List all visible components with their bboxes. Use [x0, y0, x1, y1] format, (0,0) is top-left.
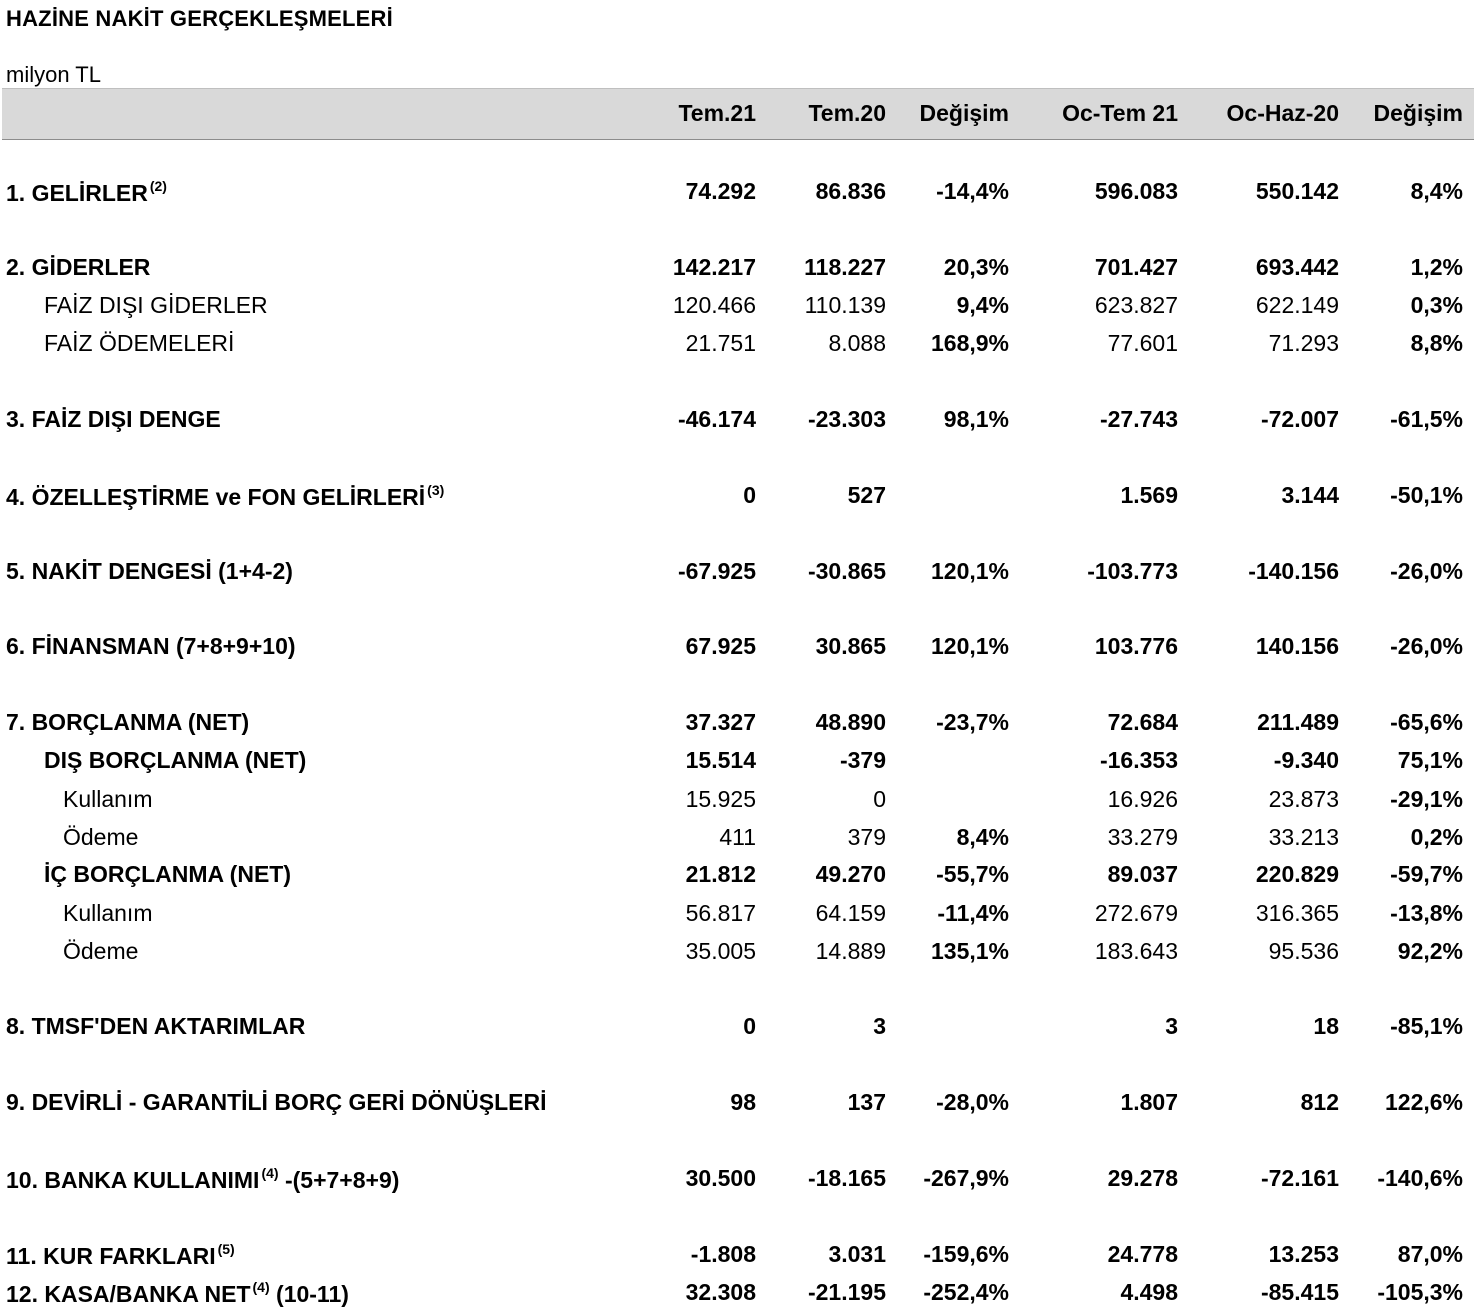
table-row	[0, 1013, 1477, 1047]
cell-change-cumulative: 0,2%	[1410, 824, 1463, 850]
row-label-text: Kullanım	[63, 786, 153, 812]
table-row	[0, 1241, 1477, 1275]
cell-jan-jul-21: -27.743	[1099, 406, 1178, 432]
cell-tem21: 67.925	[685, 633, 756, 659]
cell-change-monthly: -159,6%	[923, 1241, 1009, 1267]
cell-tem21: 0	[743, 1013, 756, 1039]
table-row	[0, 406, 1477, 440]
cell-change-cumulative: 8,4%	[1410, 178, 1463, 204]
cell-tem21: 35.005	[685, 938, 756, 964]
row-label-text: 7. BORÇLANMA (NET)	[6, 709, 250, 735]
cell-tem20: 30.865	[815, 633, 886, 659]
table-row	[0, 861, 1477, 895]
row-label-text: 2. GİDERLER	[6, 254, 151, 280]
row-label-text: FAİZ ÖDEMELERİ	[44, 330, 235, 356]
cell-change-cumulative: 92,2%	[1397, 938, 1463, 964]
cell-change-cumulative: -26,0%	[1390, 633, 1463, 659]
cell-jan-jun-20: -72.161	[1260, 1165, 1339, 1191]
row-label	[6, 1279, 349, 1308]
cell-change-monthly: -23,7%	[936, 709, 1009, 735]
cell-tem21: 32.308	[685, 1279, 756, 1305]
cell-tem21: 15.925	[685, 786, 756, 812]
cell-tem20: 118.227	[804, 254, 886, 280]
cell-change-monthly: -252,4%	[923, 1279, 1009, 1305]
column-header-jan-jul-21: Oc-Tem 21	[1062, 100, 1178, 126]
table-row	[0, 824, 1477, 858]
row-label	[63, 938, 138, 965]
row-label	[6, 633, 296, 660]
page-title: HAZİNE NAKİT GERÇEKLEŞMELERİ	[6, 6, 393, 31]
cell-tem21: 15.514	[685, 747, 756, 773]
unit-label: milyon TL	[6, 62, 101, 87]
cell-jan-jul-21: 77.601	[1107, 330, 1178, 356]
cell-jan-jul-21: 4.498	[1120, 1279, 1178, 1305]
cell-change-cumulative: -61,5%	[1390, 406, 1463, 432]
table-row	[0, 558, 1477, 592]
cell-tem21: 21.751	[685, 330, 756, 356]
row-label-text: 11. KUR FARKLARI	[6, 1243, 216, 1269]
cell-change-monthly: 120,1%	[930, 633, 1009, 659]
cell-jan-jul-21: 596.083	[1094, 178, 1178, 204]
cell-jan-jul-21: 1.807	[1120, 1089, 1178, 1115]
cell-tem21: -67.925	[677, 558, 756, 584]
cell-jan-jun-20: 812	[1300, 1089, 1339, 1115]
cell-jan-jul-21: 183.643	[1094, 938, 1178, 964]
cell-change-monthly: -267,9%	[923, 1165, 1009, 1191]
cell-tem21: 411	[719, 824, 756, 850]
row-label	[6, 1013, 305, 1040]
cell-jan-jun-20: 550.142	[1255, 178, 1339, 204]
cell-change-monthly: 8,4%	[956, 824, 1009, 850]
cell-tem21: 56.817	[685, 900, 756, 926]
cell-tem20: 86.836	[815, 178, 886, 204]
cell-jan-jun-20: 211.489	[1257, 709, 1339, 735]
cell-change-monthly: -55,7%	[936, 861, 1009, 887]
cell-tem21: 21.812	[685, 861, 756, 887]
cell-jan-jul-21: -103.773	[1087, 558, 1178, 584]
cell-jan-jun-20: 18	[1313, 1013, 1339, 1039]
table-row	[0, 482, 1477, 516]
cell-tem20: 3.031	[828, 1241, 886, 1267]
cell-tem20: 0	[873, 786, 886, 812]
cell-jan-jun-20: 3.144	[1281, 482, 1339, 508]
cell-jan-jul-21: 24.778	[1107, 1241, 1178, 1267]
table-row	[0, 1279, 1477, 1313]
cell-change-cumulative: 8,8%	[1410, 330, 1463, 356]
row-label-text: Ödeme	[63, 938, 139, 964]
row-label-text: Kullanım	[63, 900, 153, 926]
table-row	[0, 900, 1477, 934]
cell-jan-jun-20: 71.293	[1268, 330, 1339, 356]
cell-tem20: -30.865	[807, 558, 886, 584]
cell-jan-jul-21: -16.353	[1099, 747, 1178, 773]
cell-change-monthly: 20,3%	[943, 254, 1009, 280]
row-label	[44, 861, 291, 888]
table-row	[0, 709, 1477, 743]
cell-tem21: 37.327	[685, 709, 756, 735]
row-label-text: 3. FAİZ DIŞI DENGE	[6, 406, 221, 432]
row-label-text: FAİZ DIŞI GİDERLER	[44, 292, 268, 318]
cell-tem20: 14.889	[815, 938, 886, 964]
row-label	[63, 786, 152, 813]
cell-jan-jul-21: 29.278	[1107, 1165, 1178, 1191]
row-label	[6, 558, 293, 585]
cell-jan-jun-20: -72.007	[1260, 406, 1339, 432]
cell-jan-jun-20: 622.149	[1255, 292, 1339, 318]
row-label	[44, 292, 268, 319]
table-row	[0, 1089, 1477, 1123]
cell-change-cumulative: 122,6%	[1384, 1089, 1463, 1115]
cell-change-monthly: -11,4%	[937, 900, 1009, 926]
cell-change-monthly: 168,9%	[930, 330, 1009, 356]
cell-change-monthly: 135,1%	[930, 938, 1009, 964]
row-label-text: 1. GELİRLER	[6, 180, 148, 206]
table-row	[0, 292, 1477, 326]
cell-change-cumulative: 87,0%	[1397, 1241, 1463, 1267]
row-label	[6, 178, 167, 207]
row-label-text: İÇ BORÇLANMA (NET)	[44, 861, 292, 887]
cell-tem21: -1.808	[690, 1241, 756, 1267]
cell-tem20: -379	[839, 747, 886, 773]
cell-tem20: 379	[847, 824, 886, 850]
cell-jan-jul-21: 103.776	[1094, 633, 1178, 659]
cell-change-cumulative: 75,1%	[1397, 747, 1463, 773]
table-row	[0, 633, 1477, 667]
cell-jan-jul-21: 16.926	[1107, 786, 1178, 812]
row-label-formula: (10-11)	[269, 1281, 349, 1307]
column-header-change-cumulative: Değişim	[1373, 100, 1463, 126]
footnote-marker: (3)	[427, 482, 445, 498]
row-label	[44, 747, 306, 774]
cell-jan-jun-20: 316.365	[1255, 900, 1339, 926]
cell-jan-jul-21: 1.569	[1120, 482, 1178, 508]
cell-jan-jun-20: -85.415	[1260, 1279, 1339, 1305]
cell-jan-jul-21: 701.427	[1094, 254, 1178, 280]
table-row	[0, 786, 1477, 820]
row-label-text: DIŞ BORÇLANMA (NET)	[44, 747, 307, 773]
cell-change-monthly: -28,0%	[936, 1089, 1009, 1115]
cell-change-monthly: 9,4%	[956, 292, 1009, 318]
row-label	[6, 482, 444, 511]
cell-change-monthly: 98,1%	[943, 406, 1009, 432]
cell-change-cumulative: -85,1%	[1390, 1013, 1463, 1039]
row-label	[6, 1165, 399, 1194]
cell-tem20: -21.195	[807, 1279, 886, 1305]
cell-jan-jul-21: 623.827	[1094, 292, 1178, 318]
footnote-marker: (4)	[261, 1165, 279, 1181]
row-label-text: Ödeme	[63, 824, 139, 850]
cell-tem20: 3	[873, 1013, 886, 1039]
table-row	[0, 747, 1477, 781]
column-header-tem20: Tem.20	[808, 100, 886, 126]
row-label-text: 8. TMSF'DEN AKTARIMLAR	[6, 1013, 306, 1039]
footnote-marker: (2)	[149, 178, 167, 194]
table-row	[0, 938, 1477, 972]
cell-tem21: 74.292	[685, 178, 756, 204]
cell-tem20: 527	[847, 482, 886, 508]
cell-jan-jun-20: -140.156	[1248, 558, 1339, 584]
cell-jan-jul-21: 72.684	[1107, 709, 1178, 735]
row-label-text: 10. BANKA KULLANIMI	[6, 1167, 260, 1193]
cell-jan-jul-21: 33.279	[1107, 824, 1178, 850]
row-label	[63, 824, 138, 851]
table-row	[0, 1165, 1477, 1199]
cell-jan-jun-20: 220.829	[1255, 861, 1339, 887]
cell-tem21: 120.466	[672, 292, 756, 318]
cell-jan-jun-20: 140.156	[1255, 633, 1339, 659]
column-header-tem21: Tem.21	[678, 100, 756, 126]
row-label	[6, 406, 221, 433]
cell-jan-jun-20: 33.213	[1268, 824, 1339, 850]
column-header-change-monthly: Değişim	[919, 100, 1009, 126]
column-header-jan-jun-20: Oc-Haz-20	[1226, 100, 1339, 126]
cell-jan-jun-20: 13.253	[1268, 1241, 1339, 1267]
cell-tem21: 142.217	[672, 254, 756, 280]
cell-change-cumulative: -65,6%	[1390, 709, 1463, 735]
cell-change-cumulative: -140,6%	[1377, 1165, 1463, 1191]
cell-tem20: -23.303	[807, 406, 886, 432]
cell-tem21: -46.174	[677, 406, 756, 432]
footnote-marker: (5)	[217, 1241, 235, 1257]
table-row	[0, 330, 1477, 364]
cell-jan-jul-21: 3	[1165, 1013, 1178, 1039]
row-label	[6, 1089, 547, 1116]
row-label	[6, 1241, 235, 1270]
cell-tem20: 110.139	[804, 292, 886, 318]
cell-change-cumulative: 0,3%	[1410, 292, 1463, 318]
cell-change-cumulative: -29,1%	[1390, 786, 1463, 812]
cell-change-monthly: -14,4%	[936, 178, 1009, 204]
table-row	[0, 254, 1477, 288]
row-label	[6, 709, 249, 736]
cell-tem20: 137	[847, 1089, 886, 1115]
row-label-text: 4. ÖZELLEŞTİRME ve FON GELİRLERİ	[6, 484, 426, 510]
cell-tem20: 8.088	[828, 330, 886, 356]
row-label-text: 9. DEVİRLİ - GARANTİLİ BORÇ GERİ DÖNÜŞLERİ	[6, 1089, 547, 1115]
cell-tem21: 0	[743, 482, 756, 508]
cell-jan-jun-20: 95.536	[1268, 938, 1339, 964]
row-label	[44, 330, 234, 357]
cell-tem20: 48.890	[815, 709, 886, 735]
cell-change-cumulative: -105,3%	[1377, 1279, 1463, 1305]
cell-tem20: 49.270	[815, 861, 886, 887]
table-row	[0, 178, 1477, 212]
row-label-text: 6. FİNANSMAN (7+8+9+10)	[6, 633, 296, 659]
cell-change-cumulative: -50,1%	[1390, 482, 1463, 508]
cell-jan-jul-21: 272.679	[1094, 900, 1178, 926]
row-label	[63, 900, 152, 927]
footnote-marker: (4)	[252, 1279, 270, 1295]
row-label-text: 5. NAKİT DENGESİ (1+4-2)	[6, 558, 293, 584]
cell-tem21: 98	[730, 1089, 756, 1115]
cell-jan-jun-20: 23.873	[1268, 786, 1339, 812]
cell-change-cumulative: -59,7%	[1390, 861, 1463, 887]
cell-change-cumulative: -13,8%	[1390, 900, 1463, 926]
cell-jan-jun-20: -9.340	[1273, 747, 1339, 773]
cell-change-monthly: 120,1%	[930, 558, 1009, 584]
cell-tem21: 30.500	[685, 1165, 756, 1191]
row-label-formula: -(5+7+8+9)	[278, 1167, 400, 1193]
cell-jan-jun-20: 693.442	[1255, 254, 1339, 280]
cell-change-cumulative: 1,2%	[1410, 254, 1463, 280]
cell-tem20: 64.159	[815, 900, 886, 926]
cell-jan-jul-21: 89.037	[1107, 861, 1178, 887]
row-label	[6, 254, 150, 281]
cell-change-cumulative: -26,0%	[1390, 558, 1463, 584]
cell-tem20: -18.165	[807, 1165, 886, 1191]
row-label-text: 12. KASA/BANKA NET	[6, 1281, 251, 1307]
